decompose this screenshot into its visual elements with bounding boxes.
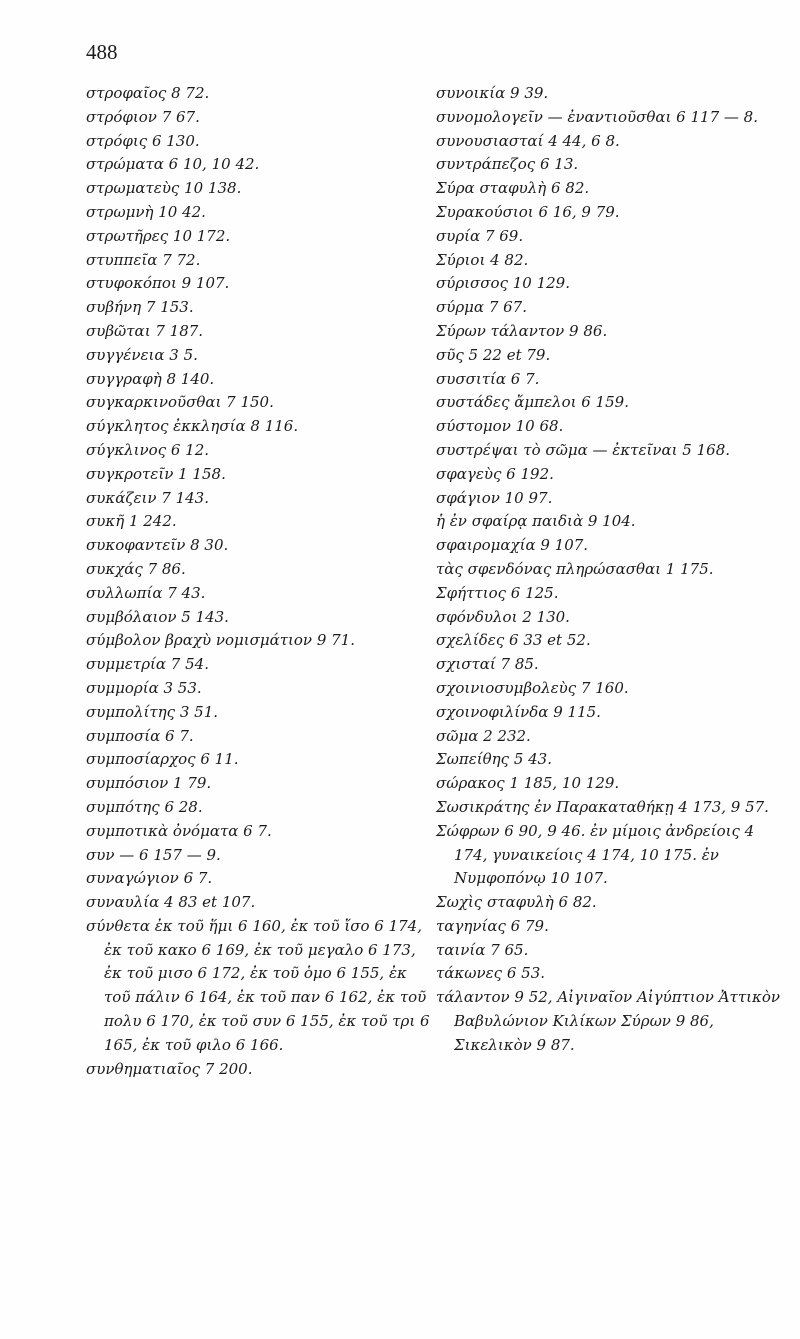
index-entry: σύμβολον βραχὺ νομισμάτιον 9 71. [86, 631, 355, 650]
index-entry: τάλαντον 9 52, Αἰγιναῖον Αἰγύπτιον Ἀττικὸν Βαβυλώνιον Κιλίκων Σύρων 9 86, Σικελικὸν 9 87. [436, 988, 780, 1054]
index-entry: Σωσικράτης ἐν Παρακαταθήκῃ 4 173, 9 57. [436, 797, 769, 816]
index-entry: Σύρων τάλαντον 9 86. [436, 321, 608, 340]
index-entry: σφάγιον 10 97. [436, 488, 553, 507]
index-entry: στρόφιον 7 67. [86, 107, 200, 126]
index-entry: στρωματεὺς 10 138. [86, 179, 242, 198]
index-entry: στρωτῆρες 10 172. [86, 226, 231, 245]
index-entry: σχελίδες 6 33 et 52. [436, 631, 591, 650]
index-entry: συγκροτεῖν 1 158. [86, 464, 226, 483]
index-column-right [436, 82, 781, 1058]
index-entry: στροφαῖος 8 72. [86, 84, 210, 102]
index-entry: συμπολίτης 3 51. [86, 702, 219, 721]
index-entry: συκοφαντεῖν 8 30. [86, 536, 229, 555]
index-entry: συν — 6 157 — 9. [86, 845, 221, 864]
index-entry: Σφήττιος 6 125. [436, 583, 559, 602]
index-entry: σώρακος 1 185, 10 129. [436, 774, 620, 793]
index-entry: ταινία 7 65. [436, 940, 529, 959]
index-column-left [86, 82, 431, 1081]
index-entry: σφαγεὺς 6 192. [436, 464, 554, 483]
index-entry: συβῶται 7 187. [86, 321, 204, 340]
index-entry: συναυλία 4 83 et 107. [86, 893, 256, 912]
index-entry: συμποσία 6 7. [86, 726, 194, 745]
index-entry: σχισταί 7 85. [436, 655, 539, 674]
index-entry: σῦς 5 22 et 79. [436, 345, 551, 364]
index-entry: Σύριοι 4 82. [436, 250, 529, 269]
index-entry: συμμορία 3 53. [86, 678, 202, 697]
index-entry: σύρμα 7 67. [436, 298, 527, 317]
index-entry: συμπότης 6 28. [86, 797, 203, 816]
index-entry: συμπόσιον 1 79. [86, 774, 212, 793]
index-entry: στρόφις 6 130. [86, 131, 200, 150]
index-entry: συβήνη 7 153. [86, 298, 194, 317]
index-entry: σφαιρομαχία 9 107. [436, 536, 589, 555]
index-entry: στυφοκόποι 9 107. [86, 274, 230, 293]
index-entry: σφόνδυλοι 2 130. [436, 607, 570, 626]
index-entry: συνομολογεῖν — ἐναντιοῦσθαι 6 117 — 8. [436, 107, 758, 126]
index-entry: συντράπεζος 6 13. [436, 155, 579, 174]
index-entry: συρία 7 69. [436, 226, 524, 245]
index-entry: συλλωπία 7 43. [86, 583, 206, 602]
index-entry: Σωπείθης 5 43. [436, 750, 552, 769]
index-entry: συκάζειν 7 143. [86, 488, 209, 507]
index-entry: σῶμα 2 232. [436, 726, 531, 745]
index-entry: σύγκλητος ἐκκλησία 8 116. [86, 417, 299, 436]
index-entry: συμβόλαιον 5 143. [86, 607, 229, 626]
index-entry: σχοινοφιλίνδα 9 115. [436, 702, 601, 721]
index-entry: συμμετρία 7 54. [86, 655, 209, 674]
index-entry: συμποτικὰ ὀνόματα 6 7. [86, 821, 272, 840]
index-entry: συκῆ 1 242. [86, 512, 177, 531]
index-entry: συνουσιασταί 4 44, 6 8. [436, 131, 620, 150]
index-entry: συσσιτία 6 7. [436, 369, 540, 388]
index-entry: τὰς σφενδόνας πληρώσασθαι 1 175. [436, 559, 714, 578]
index-entry: τάκωνες 6 53. [436, 964, 545, 983]
index-entry: συναγώγιον 6 7. [86, 869, 213, 888]
index-entry: στρώματα 6 10, 10 42. [86, 155, 260, 174]
index-entry: Σύρα σταφυλὴ 6 82. [436, 179, 590, 198]
index-entry: στρωμνὴ 10 42. [86, 202, 206, 221]
index-entry: συνθηματιαῖος 7 200. [86, 1059, 253, 1078]
index-entry: συγκαρκινοῦσθαι 7 150. [86, 393, 274, 412]
index-entry: συμποσίαρχος 6 11. [86, 750, 239, 769]
index-entry: σύγκλινος 6 12. [86, 440, 210, 459]
index-entry: ταγηνίας 6 79. [436, 916, 549, 935]
index-entry: συγγένεια 3 5. [86, 345, 198, 364]
index-entry: σχοινιοσυμβολεὺς 7 160. [436, 678, 629, 697]
index-entry: Συρακούσιοι 6 16, 9 79. [436, 202, 620, 221]
index-entry: ἡ ἐν σφαίρᾳ παιδιὰ 9 104. [436, 512, 636, 531]
index-entry: Σώφρων 6 90, 9 46. ἐν μίμοις ἀνδρείοις 4 174, γυναικείοις 4 174, 10 175. ἐν Νυμφοπόνῳ 10 107. [436, 821, 755, 888]
index-entry: σύρισσος 10 129. [436, 274, 570, 293]
index-entry: συνοικία 9 39. [436, 84, 549, 102]
index-entry: Σωχὶς σταφυλὴ 6 82. [436, 893, 597, 912]
index-entry: συγγραφὴ 8 140. [86, 369, 215, 388]
index-entry: συστάδες ἄμπελοι 6 159. [436, 393, 629, 412]
index-entry: συστρέψαι τὸ σῶμα — ἐκτεῖναι 5 168. [436, 440, 731, 459]
index-entry: συκχάς 7 86. [86, 559, 186, 578]
page-number: 488 [86, 40, 118, 64]
index-entry: σύνθετα ἐκ τοῦ ἥμι 6 160, ἐκ τοῦ ἴσο 6 174, ἐκ τοῦ κακο 6 169, ἐκ τοῦ μεγαλο 6 173, ἐκ τοῦ μισο 6 172, ἐκ τοῦ ὁμο 6 155, ἐκ τοῦ πάλιν 6 164, ἐκ τοῦ παν 6 162, ἐκ τοῦ πολυ 6 170, ἐκ τοῦ συν 6 155, ἐκ τοῦ τρι 6 165, ἐκ τοῦ φιλο 6 166. [86, 916, 430, 1054]
index-entry: σύστομον 10 68. [436, 417, 564, 436]
index-entry: στυππεῖα 7 72. [86, 250, 201, 269]
